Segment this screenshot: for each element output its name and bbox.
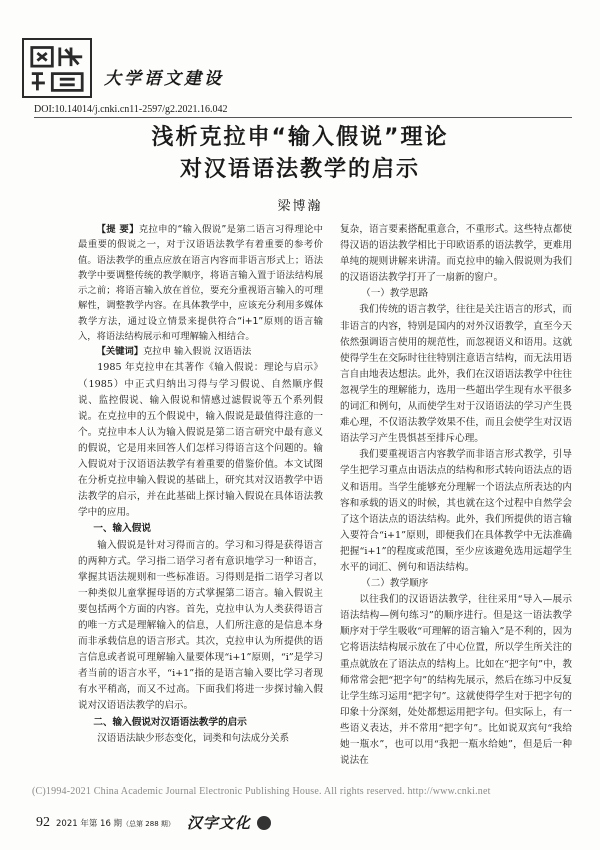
issue-total: （总第 288 期）	[122, 819, 175, 828]
subsection-heading: （一）教学思路	[361, 288, 429, 300]
body-paragraph: 复杂，语言要素搭配重意合，不重形式。这些特点都使得汉语的语法教学相比于印欧语系的语法教学，更难用单纯的规则讲解来讲清。而克拉申的输入假说则为我们的汉语语法教学打开了一扇新的窗户。	[340, 224, 572, 284]
subsection-heading: （二）教学顺序	[361, 578, 429, 590]
body-paragraph: 以往我们的汉语语法教学，往往采用“导入—展示语法结构—例句练习”的顺序进行。但是这一语法教学顺序对于学生吸收“可理解的语言输入”是不利的，因为它将语法结构展示放在了中心位置，所以学生所关注的重点就放在了语法点的结构上。比如在“把字句”中，教师常常会把“把字句”的结构先展示，然后在练习中反复让学生练习运用“把字句”。这就使得学生对于把字句的印象十分深刻，处处都想运用把字句。但实际上，有一些语义表达，并不常用“把字句”。比如说双宾句“我给她一瓶水”，也可以用“我把一瓶水给她”，但是后一种说法在	[340, 594, 572, 767]
logo-text	[24, 96, 25, 97]
logo-seal-icon	[24, 40, 90, 96]
body-paragraph: 汉语语法缺少形态变化，词类和句法成分关系	[97, 732, 290, 744]
abstract-label: 【提 要】	[96, 224, 139, 235]
copyright-notice: (C)1994-2021 China Academic Journal Electronic Publishing House. All rights reserved. http://www.cnki.net	[32, 786, 491, 797]
body-paragraph: 我们要重视语言内容教学而非语言形式教学，引导学生把学习重点由语法点的结构和形式转向语法点的语义和语用。当学生能够充分理解一个语法点所表达的内容和承载的语义的时候，其也就在这个过程中自然学会了这个语法点的语法结构。此外，我们所提供的语言输入要符合“i+1”原则，即便我们在具体教学中无法准确把握“i+1”的程度或范围，至少应该避免选用远超学生水平的词汇、例句和语法结构。	[340, 449, 572, 573]
doi: DOI:10.14014/j.cnki.cn11-2597/g2.2021.16.042	[34, 104, 228, 115]
abstract	[78, 222, 323, 344]
header-divider	[34, 117, 572, 118]
abstract-text: 克拉申的“输入假说”是第二语言习得理论中最重要的假说之一，对于汉语语法教学有着重要的参考价值。语法教学的重点应放在语言内容而非语言形式上；语法教学中要调整传统的教学顺序，将语言输入置于语法结构展示之前；将语言输入放在首位，要充分重视语言输入的可理解性，调整教学内容。在具体教学中，应该充分利用多媒体教学方法，通过设立情景来提供符合“i+1”原则的语言输入，将语法结构展示和可理解输入相结合。	[78, 224, 323, 343]
article-title-line1: 浅析克拉申“输入假说”理论	[151, 125, 449, 150]
left-column	[78, 222, 323, 747]
keywords	[78, 344, 323, 360]
page-number: 92	[36, 814, 50, 830]
journal-section-title: 大学语文建设	[104, 69, 224, 89]
page-footer	[36, 812, 271, 833]
article-author: 梁博瀚	[277, 199, 323, 214]
body-paragraph: 1985 年克拉申在其著作《输入假说：理论与启示》（1985）中正式归纳出习得与学习假说、自然顺序假说、监控假说、输入假说和情感过滤假说等五个系列假说。在克拉申的五个假说中，输入假说是最值得注意的一个。克拉申本人认为输入假说是第二语言研究中最有意义的假说，它是用来回答人们怎样习得语言这个问题的。输入假说对于汉语语法教学有着重要的借鉴价值。本文试图在分析克拉申输入假说的基础上，研究其对汉语教学中语法教学的启示，并在此基础上探讨输入假说在具体语法教学中的应用。	[78, 362, 323, 519]
journal-logo	[22, 38, 92, 98]
keywords-label: 【关键词】	[96, 346, 144, 358]
brand-seal-icon	[257, 816, 271, 830]
issue-info	[56, 817, 175, 829]
footer-brand: 汉字文化	[186, 814, 251, 832]
article-title-line2: 对汉语语法教学的启示	[179, 157, 420, 182]
body-paragraph: 我们传统的语言教学，往往是关注语言的形式，而非语言的内容，特别是国内的对外汉语教学，直至今天依然强调语言使用的规范性，而忽视语义和语用。这就使得学生在交际时往往特别注意语言结构，而无法用语言自由地表达想法。此外，我们在汉语语法教学中往往忽视学生的理解能力，选用一些超出学生现有水平很多的词汇和例句，从而使学生对于汉语语法的学习产生畏难心理，不仅语法教学效果不佳，而且会使学生对汉语语法学习产生畏惧甚至排斥心理。	[340, 304, 572, 445]
body-paragraph: 输入假说是针对习得而言的。学习和习得是获得语言的两种方式。学习指二语学习者有意识地学习一种语言，掌握其语法规则和一些标准语。习得则是指二语学习者以一种类似儿童掌握母语的方式掌握第二语言。输入假说主要包括两个方面的内容。首先，克拉申认为人类获得语言的唯一方式是理解输入的信息，人们所注意的是信息本身而非承载信息的语言形式。其次，克拉申认为所提供的语言信息或者说可理解输入量要体现“i+1”原则，“i”是学习者当前的语言水平，“i+1”指的是语言输入要比学习者现有水平稍高，而又不过高。下面我们将进一步探讨输入假说对汉语语法教学的启示。	[78, 539, 323, 712]
keywords-text: 克拉申 输入假说 汉语语法	[143, 346, 252, 358]
section-heading: 一、输入假说	[93, 523, 151, 535]
section-heading: 二、输入假说对汉语语法教学的启示	[93, 716, 247, 728]
right-column	[340, 222, 572, 769]
issue-text: 2021 年第 16 期	[56, 818, 123, 829]
